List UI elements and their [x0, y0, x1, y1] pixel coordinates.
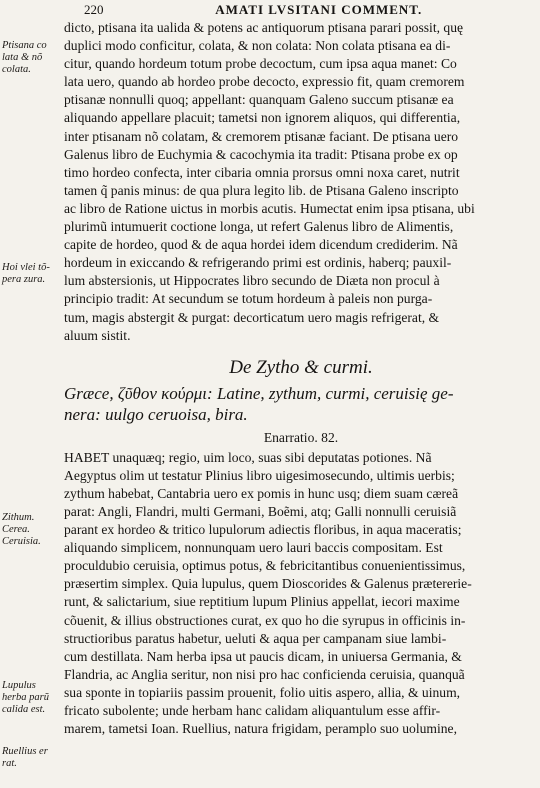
margin-note: Lupulus herba parũ calida est. [2, 680, 49, 715]
section-title: De Zytho & curmi. [229, 356, 373, 378]
text-line: lum abstersionis, ut Hippocrates libro secundo de Diæta non procul à [64, 273, 440, 289]
text-line: parant ex hordeo & tritico lupulorum adiectis floribus, in aqua maceratis; [64, 522, 462, 538]
text-line: zythum habebat, Cantabria uero ex pomis in hunc usq; diem suam cæreã [64, 485, 459, 501]
text-line: aliquando simplicem, nonnunquam uero lauri baccis compositam. Est [64, 540, 443, 556]
text-line: Aegyptus olim ut testatur Plinius libro uigesimosecundo, ultimis uerbis; [64, 467, 455, 483]
text-line: hordeum in exiccando & refrigerando primi est ordinis, haberq; pauxil- [64, 255, 452, 271]
enarratio-heading: Enarratio. 82. [263, 429, 339, 445]
margin-note: Zithum. Cerea. Ceruisia. [2, 512, 41, 547]
main-text-column [64, 19, 538, 738]
running-title: AMATI LVSITANI COMMENT. [215, 2, 423, 17]
text-line: lata uero, quando ab hordeo probe decocto, expressio fit, quam cremorem [64, 74, 465, 90]
text-line: capite de hordeo, quod & de aqua hordei idem dicendum crediderim. Nã [64, 237, 458, 253]
text-line: duplici modo conficitur, colata, & non colata: Non colata ptisana ea di- [64, 38, 451, 54]
margin-note: Ptisana co lata & nõ colata. [2, 40, 47, 75]
text-line: principio tradit: At secundum se totum hordeum à paleis non purga- [64, 291, 433, 307]
names-line: nera: uulgo ceruoisa, bira. [64, 404, 248, 424]
text-line: sua sponte in topiariis passim prouenit, folio uitis aspero, allia, & uinum, [64, 684, 461, 700]
text-line: parat: Angli, Flandri, multi Germani, Boẽmi, atq; Galli nonnulli ceruisiã [64, 503, 457, 519]
paragraph-ptisana [64, 19, 538, 345]
text-line: tamen q̃ panis minus: de qua plura legito lib. de Ptisana Galeno inscripto [64, 182, 459, 198]
text-line: aliquando appellare placuit; tametsi non ignorem aliquos, qui differentia, [64, 110, 461, 126]
text-line: Galenus libro de Euchymia & cacochymia ita tradit: Ptisana probe ex op [64, 146, 458, 162]
text-line: citur, quando hordeum totum probe decoctum, cum ipsa aqua manet: Co [64, 56, 457, 72]
margin-note: Hoi vlei tõ- pera zura. [2, 262, 50, 285]
text-line: HABET unaquæq; regio, uim loco, suas sibi deputatas potiones. Nã [64, 449, 432, 465]
names-line: Græce, ζῦθον κούρμι: Latine, zythum, curmi, ceruisię ge- [64, 383, 454, 403]
text-line: inter ptisanam nõ colatam, & cremorem ptisanæ faciant. De ptisana uero [64, 128, 459, 144]
text-line: proculdubio ceruisia, optimus potus, & febricitantibus conuenientissimus, [64, 558, 466, 574]
text-line: structioribus paratus habetur, ueluti & aqua per campanam siue lambi- [64, 630, 447, 646]
text-line: dicto, ptisana ita ualida & potens ac antiquorum ptisana parari possit, quę [64, 20, 464, 35]
paragraph-zythum [64, 449, 538, 739]
margin-note: Ruellius er rat. [2, 746, 48, 769]
text-line: præsertim simplex. Quia lupulus, quem Dioscorides & Galenus prætererie- [64, 576, 472, 592]
text-line: fricato subolente; unde herbam hanc calidam aliquantulum esse affir- [64, 703, 441, 718]
text-line: tum, magis abstergit & purgat: decorticatum uero magis refrigerat, & [64, 309, 440, 325]
page-number: 220 [84, 2, 104, 17]
text-line: marem, tametsi Ioan. Ruellius, natura frigidam, peramplo suo uolumine, [64, 721, 457, 737]
text-line: runt, & salictarium, siue reptitium lupum Plinius appellat, iecori maxime [64, 594, 460, 610]
text-line: aluum sistit. [64, 327, 131, 343]
running-header [84, 0, 534, 18]
text-line: timo hordeo confecta, inter cibaria omnia prorsus omni noxa caret, nutrit [64, 164, 460, 180]
text-line: plurimũ intumuerit coctione longa, ut refert Galenus libro de Alimentis, [64, 219, 454, 235]
text-line: Flandria, ac Anglia seritur, non nisi pro hac conficienda ceruisia, quanquã [64, 666, 465, 682]
text-line: cõuenit, & illius obstructiones curat, ex quo ho die syrupus in officinis in- [64, 612, 466, 628]
text-line: ptisanæ nonnulli quoq; appellant: quanquam Galeno succum ptisanæ ea [64, 92, 454, 108]
text-line: ac libro de Ratione uictus in morbis acutis. Humectat enim ipsa ptisana, ubi [64, 200, 475, 216]
text-line: cum destillata. Nam herba ipsa ut paucis dicam, in uniuersa Germania, & [64, 648, 462, 664]
